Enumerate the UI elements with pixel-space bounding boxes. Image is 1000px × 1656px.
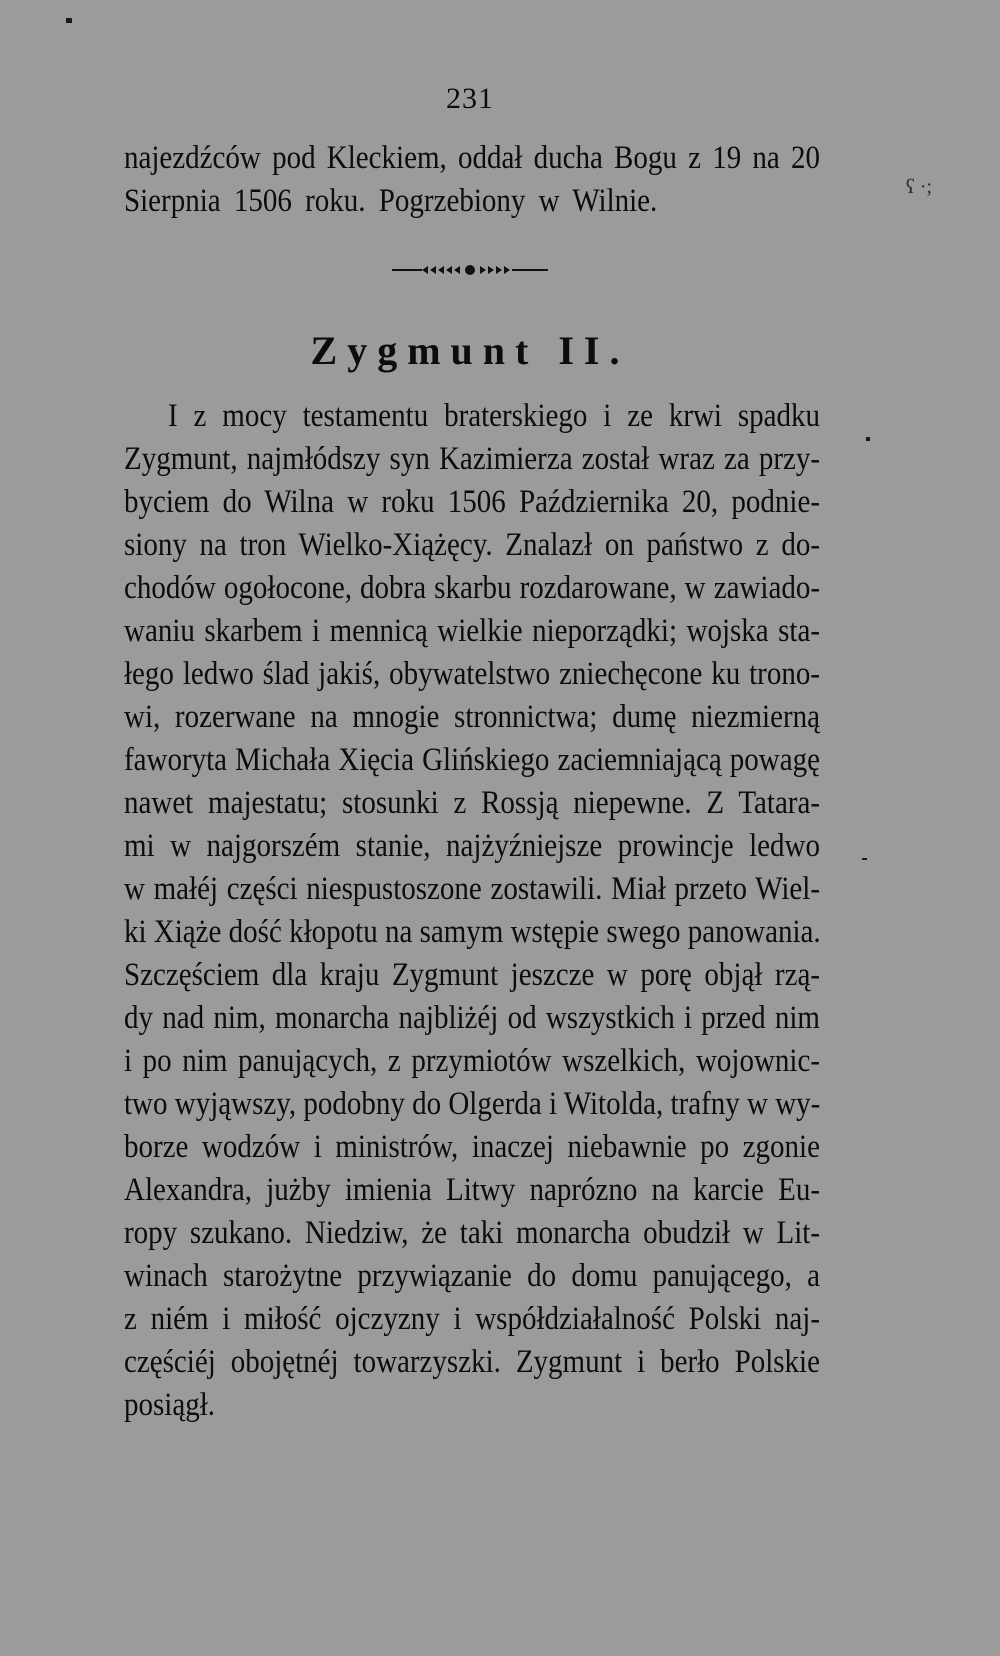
chapter-title: Zygmunt II. (310, 328, 630, 373)
scan-speck (66, 18, 72, 23)
paragraph-line: posiągł. (124, 1387, 216, 1423)
paragraph-line: wi, rozerwane na mnogie stronnictwa; dumę niezmierną (124, 699, 820, 735)
ornamental-divider (392, 262, 548, 278)
scan-speck (866, 437, 870, 441)
paragraph-line: z niém i miłość ojczyzny i współdziałalność Polski naj- (124, 1301, 820, 1337)
paragraph-line: chodów ogołocone, dobra skarbu rozdarowane, w zawiado- (124, 570, 820, 606)
paragraph-line: częściéj obojętnéj towarzyszki. Zygmunt i berło Polskie (124, 1344, 820, 1380)
previous-text-line: najezdźców pod Kleckiem, oddał ducha Bogu z 19 na 20 (124, 140, 820, 176)
paragraph-line: faworyta Michała Xięcia Glińskiego zaciemniającą powagę (124, 742, 820, 778)
paragraph-line: ropy szukano. Niedziw, że taki monarcha obudził w Lit- (124, 1215, 820, 1251)
paragraph-line: borze wodzów i ministrów, inaczej niebawnie po zgonie (124, 1129, 820, 1165)
paragraph-line: Szczęściem dla kraju Zygmunt jeszcze w porę objął rzą- (124, 957, 820, 993)
paragraph-line: ki Xiąże dość kłopotu na samym wstępie swego panowania. (124, 914, 821, 950)
margin-mark: ʕ ·; (906, 176, 933, 198)
scan-speck (862, 858, 867, 860)
paragraph-line: i po nim panujących, z przymiotów wszelkich, wojownic- (124, 1043, 820, 1079)
paragraph-line: Zygmunt, najmłódszy syn Kazimierza został wraz za przy- (124, 441, 820, 477)
paragraph-line: siony na tron Wielko-Xiążęcy. Znalazł on państwo z do- (124, 527, 820, 563)
paragraph-line: nawet majestatu; stosunki z Rossją niepewne. Z Tatara- (124, 785, 820, 821)
paragraph-line: mi w najgorszém stanie, najżyźniejsze prowincje ledwo (124, 828, 820, 864)
paragraph-line: I z mocy testamentu braterskiego i ze krwi spadku (168, 398, 820, 434)
previous-text-line: Sierpnia 1506 roku. Pogrzebiony w Wilnie. (124, 183, 658, 219)
paragraph-line: w małéj części niespustoszone zostawili. Miał przeto Wiel- (124, 871, 820, 907)
paragraph-line: byciem do Wilna w roku 1506 Października 20, podnie- (124, 484, 820, 520)
page-number: 231 (446, 82, 494, 115)
paragraph-line: dy nad nim, monarcha najbliżéj od wszystkich i przed nim (124, 1000, 820, 1036)
paragraph-line: łego ledwo ślad jakiś, obywatelstwo zniechęcone ku trono- (124, 656, 820, 692)
paragraph-line: Alexandra, jużby imienia Litwy naprózno na karcie Eu- (124, 1172, 820, 1208)
paragraph-line: waniu skarbem i mennicą wielkie nieporządki; wojska sta- (124, 613, 820, 649)
paragraph-line: two wyjąwszy, podobny do Olgerda i Witolda, trafny w wy- (124, 1086, 821, 1122)
paragraph-line: winach starożytne przywiązanie do domu panującego, a (124, 1258, 820, 1294)
